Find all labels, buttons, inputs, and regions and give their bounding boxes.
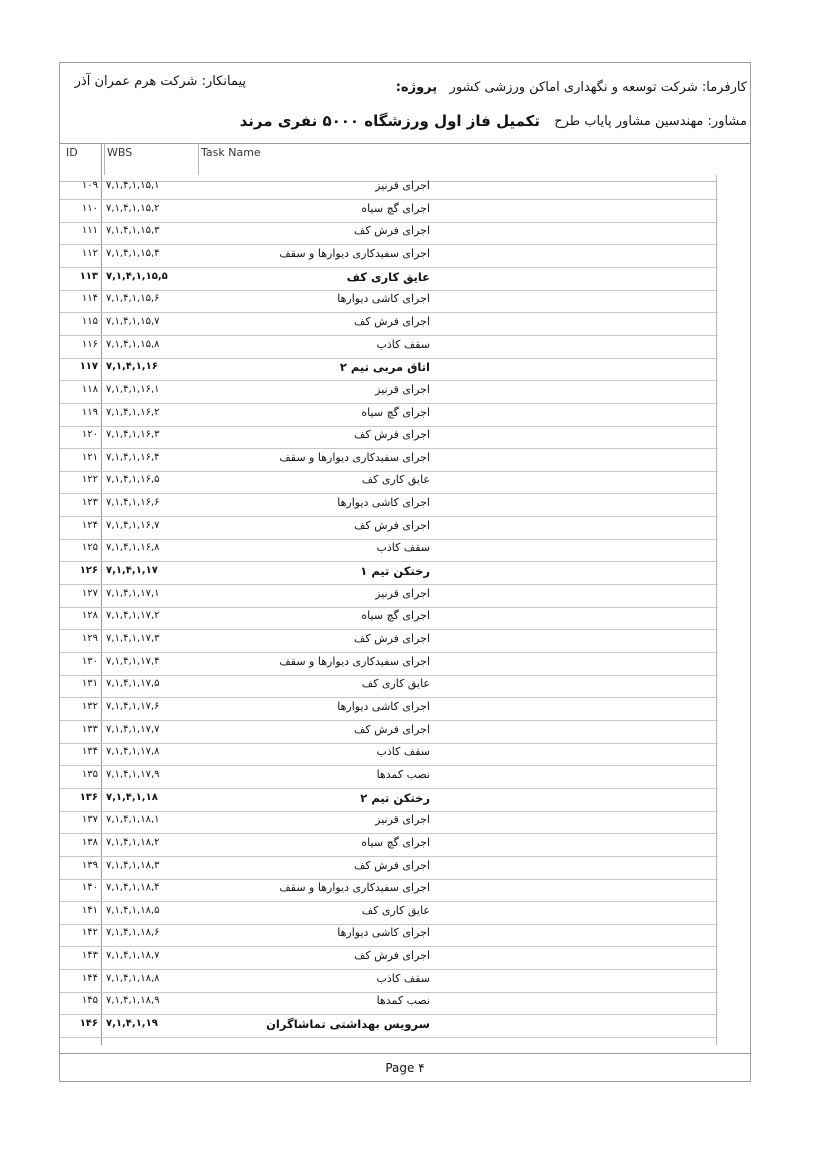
table-row <box>60 653 718 676</box>
row-id: ۱۲۱ <box>81 451 98 463</box>
row-task-name: اجرای سفیدکاری دیوارها و سقف <box>279 881 430 895</box>
row-id: ۱۳۷ <box>81 814 98 826</box>
row-wbs: ۷,۱,۴,۱,۱۵,۶ <box>106 293 160 305</box>
row-wbs: ۷,۱,۴,۱,۱۸,۶ <box>106 927 160 939</box>
row-task-name: اجرای فرش کف <box>354 314 430 328</box>
row-task-name: اجرای قرنیز <box>375 382 430 396</box>
row-id: ۱۴۰ <box>81 882 98 894</box>
row-wbs: ۷,۱,۴,۱,۱۷,۸ <box>106 746 160 758</box>
row-wbs: ۷,۱,۴,۱,۱۶,۱ <box>106 383 160 395</box>
row-id: ۱۳۶ <box>79 791 98 803</box>
row-wbs: ۷,۱,۴,۱,۱۷,۶ <box>106 700 160 712</box>
row-id: ۱۳۴ <box>81 746 98 758</box>
row-wbs: ۷,۱,۴,۱,۱۶,۵ <box>106 474 160 486</box>
table-row <box>60 471 718 494</box>
row-task-name: اجرای فرش کف <box>354 428 430 442</box>
row-id: ۱۳۳ <box>81 723 98 735</box>
row-task-name: اجرای سفیدکاری دیوارها و سقف <box>279 654 430 668</box>
row-wbs: ۷,۱,۴,۱,۱۶,۷ <box>106 519 160 531</box>
table-row <box>60 924 718 947</box>
row-wbs: ۷,۱,۴,۱,۱۶,۸ <box>106 542 160 554</box>
row-wbs: ۷,۱,۴,۱,۱۸,۹ <box>106 995 160 1007</box>
row-task-name: عایق کاری کف <box>346 269 430 284</box>
row-wbs: ۷,۱,۴,۱,۱۸,۷ <box>106 950 160 962</box>
row-task-name: اجرای قرنیز <box>375 179 430 192</box>
table-row <box>60 381 718 404</box>
table-row <box>60 1015 718 1038</box>
table-row <box>60 857 718 880</box>
row-task-name: عایق کاری کف <box>361 677 430 691</box>
page-number: Page ۴ <box>385 1061 425 1075</box>
row-id: ۱۱۱ <box>81 225 98 237</box>
row-wbs: ۷,۱,۴,۱,۱۵,۲ <box>106 202 160 214</box>
column-header-wbs: WBS <box>107 146 133 159</box>
table-row <box>60 336 718 359</box>
table-row <box>60 811 718 834</box>
row-id: ۱۱۳ <box>79 270 98 282</box>
row-wbs: ۷,۱,۴,۱,۱۸,۱ <box>106 814 160 826</box>
row-wbs: ۷,۱,۴,۱,۱۵,۴ <box>106 247 160 259</box>
row-id: ۱۱۰ <box>81 202 98 214</box>
row-wbs: ۷,۱,۴,۱,۱۷,۳ <box>106 633 160 644</box>
row-id: ۱۳۸ <box>81 836 98 848</box>
row-id: ۱۱۷ <box>79 361 98 373</box>
row-id: ۱۲۶ <box>79 565 98 577</box>
table-row <box>60 630 718 653</box>
row-task-name: نصب کمدها <box>376 994 430 1008</box>
row-id: ۱۰۹ <box>81 180 98 191</box>
row-id: ۱۱۹ <box>81 406 98 418</box>
table-row <box>60 607 718 630</box>
row-wbs: ۷,۱,۴,۱,۱۶,۳ <box>106 429 160 441</box>
table-row <box>60 721 718 744</box>
row-task-name: اتاق مربی تیم ۲ <box>339 360 430 375</box>
table-row <box>60 902 718 925</box>
row-wbs: ۷,۱,۴,۱,۱۸,۳ <box>106 859 160 871</box>
row-id: ۱۱۵ <box>81 315 98 327</box>
row-id: ۱۴۶ <box>79 1018 98 1030</box>
table-row <box>60 245 718 268</box>
row-wbs: ۷,۱,۴,۱,۱۵,۷ <box>106 315 160 327</box>
row-id: ۱۲۴ <box>81 519 98 531</box>
row-wbs: ۷,۱,۴,۱,۱۷,۴ <box>106 655 160 667</box>
table-row <box>60 494 718 517</box>
row-wbs: ۷,۱,۴,۱,۱۷,۱ <box>106 587 160 599</box>
row-task-name: اجرای قرنیز <box>375 813 430 827</box>
table-row <box>60 426 718 449</box>
table-row <box>60 200 718 223</box>
row-id: ۱۳۵ <box>81 768 98 780</box>
contractor-label: پیمانکار: شرکت هرم عمران آذر <box>74 74 246 89</box>
row-id: ۱۴۳ <box>81 950 98 962</box>
row-task-name: اجرای کاشی دیوارها <box>337 926 430 940</box>
row-id: ۱۲۷ <box>81 587 98 599</box>
table-row <box>60 404 718 427</box>
row-task-name: اجرای گچ سیاه <box>361 201 430 215</box>
row-task-name: اجرای گچ سیاه <box>361 835 430 849</box>
table-row <box>60 992 718 1015</box>
row-wbs: ۷,۱,۴,۱,۱۸,۵ <box>106 904 160 916</box>
row-task-name: اجرای فرش کف <box>354 949 430 963</box>
row-id: ۱۱۲ <box>81 247 98 259</box>
row-task-name: اجرای فرش کف <box>354 632 430 645</box>
table-row <box>60 743 718 766</box>
table-row <box>60 562 718 585</box>
row-wbs: ۷,۱,۴,۱,۱۵,۵ <box>106 270 168 282</box>
row-id: ۱۱۴ <box>81 293 98 305</box>
row-task-name: اجرای سفیدکاری دیوارها و سقف <box>279 246 430 260</box>
row-task-name: نصب کمدها <box>376 767 430 781</box>
row-id: ۱۲۳ <box>81 497 98 509</box>
row-id: ۱۱۸ <box>81 383 98 395</box>
table-row <box>60 834 718 857</box>
row-id: ۱۴۱ <box>81 904 98 916</box>
row-divider <box>60 1037 718 1038</box>
row-id: ۱۱۶ <box>81 338 98 350</box>
row-id: ۱۳۱ <box>81 678 98 690</box>
project-label: پروژه: <box>395 80 438 95</box>
row-wbs: ۷,۱,۴,۱,۱۷ <box>106 565 158 577</box>
row-wbs: ۷,۱,۴,۱,۱۷,۵ <box>106 678 160 690</box>
employer-name: کارفرما: شرکت توسعه و نگهداری اماکن ورزشی کشور <box>449 80 747 95</box>
table-row <box>60 449 718 472</box>
row-task-name: اجرای کاشی دیوارها <box>337 699 430 713</box>
column-divider <box>198 143 199 175</box>
row-wbs: ۷,۱,۴,۱,۱۵,۸ <box>106 338 160 350</box>
row-task-name: اجرای فرش کف <box>354 722 430 736</box>
row-task-name: سقف کاذب <box>376 541 430 555</box>
table-top-rule <box>60 143 750 144</box>
column-header-id: ID <box>66 146 78 159</box>
row-task-name: سقف کاذب <box>376 337 430 351</box>
row-task-name: عایق کاری کف <box>361 473 430 487</box>
row-id: ۱۴۴ <box>81 972 98 984</box>
row-id: ۱۲۲ <box>81 474 98 486</box>
row-task-name: اجرای گچ سیاه <box>361 405 430 419</box>
row-task-name: اجرای فرش کف <box>354 224 430 238</box>
row-id: ۱۲۸ <box>81 610 98 622</box>
row-wbs: ۷,۱,۴,۱,۱۹ <box>106 1018 158 1030</box>
table-row <box>60 789 718 812</box>
row-task-name: اجرای فرش کف <box>354 518 430 532</box>
table-row <box>60 313 718 336</box>
row-id: ۱۴۵ <box>81 995 98 1007</box>
table-row <box>60 879 718 902</box>
row-task-name: سقف کاذب <box>376 745 430 759</box>
table-row <box>60 766 718 789</box>
column-header-task: Task Name <box>201 146 261 159</box>
row-wbs: ۷,۱,۴,۱,۱۶,۴ <box>106 451 160 463</box>
table-row <box>60 539 718 562</box>
row-wbs: ۷,۱,۴,۱,۱۷,۷ <box>106 723 160 735</box>
table-row <box>60 698 718 721</box>
row-wbs: ۷,۱,۴,۱,۱۸,۸ <box>106 972 160 984</box>
row-id: ۱۳۲ <box>81 700 98 712</box>
row-wbs: ۷,۱,۴,۱,۱۶,۲ <box>106 406 160 418</box>
table-row <box>60 585 718 608</box>
row-id: ۱۴۲ <box>81 927 98 939</box>
row-wbs: ۷,۱,۴,۱,۱۶,۶ <box>106 497 160 509</box>
row-task-name: اجرای سفیدکاری دیوارها و سقف <box>279 450 430 464</box>
table-row <box>60 177 718 200</box>
table-row <box>60 970 718 993</box>
row-id: ۱۲۵ <box>81 542 98 554</box>
project-title: تکمیل فاز اول ورزشگاه ۵۰۰۰ نفری مرند <box>239 112 540 130</box>
column-divider <box>104 143 105 175</box>
row-id: ۱۳۹ <box>81 859 98 871</box>
table-row <box>60 290 718 313</box>
row-task-name: رختکن تیم ۲ <box>360 790 430 805</box>
row-wbs: ۷,۱,۴,۱,۱۷,۲ <box>106 610 160 622</box>
row-wbs: ۷,۱,۴,۱,۱۵,۱ <box>106 180 160 191</box>
row-task-name: عایق کاری کف <box>361 903 430 917</box>
row-task-name: اجرای کاشی دیوارها <box>337 292 430 306</box>
row-wbs: ۷,۱,۴,۱,۱۷,۹ <box>106 768 160 780</box>
table-row <box>60 947 718 970</box>
consultant-label: مشاور: مهندسین مشاور پایاب طرح <box>554 114 747 129</box>
row-task-name: سقف کاذب <box>376 971 430 985</box>
row-task-name: اجرای فرش کف <box>354 858 430 872</box>
row-task-name: رختکن تیم ۱ <box>360 564 430 579</box>
employer-label <box>396 80 747 95</box>
table-row <box>60 358 718 381</box>
table-row <box>60 675 718 698</box>
table-row <box>60 222 718 245</box>
row-id: ۱۳۰ <box>81 655 98 667</box>
row-wbs: ۷,۱,۴,۱,۱۵,۳ <box>106 225 160 237</box>
row-task-name: سرویس بهداشتی تماشاگران <box>266 1017 430 1032</box>
table-bottom-rule <box>60 1053 750 1054</box>
row-task-name: اجرای گچ سیاه <box>361 609 430 623</box>
row-wbs: ۷,۱,۴,۱,۱۸,۴ <box>106 882 160 894</box>
table-row <box>60 268 718 291</box>
table-row <box>60 517 718 540</box>
row-id: ۱۲۰ <box>81 429 98 441</box>
row-id: ۱۲۹ <box>81 633 98 644</box>
row-wbs: ۷,۱,۴,۱,۱۸ <box>106 791 158 803</box>
row-task-name: اجرای کاشی دیوارها <box>337 496 430 510</box>
row-wbs: ۷,۱,۴,۱,۱۸,۲ <box>106 836 160 848</box>
row-task-name: اجرای قرنیز <box>375 586 430 600</box>
row-wbs: ۷,۱,۴,۱,۱۶ <box>106 361 158 373</box>
